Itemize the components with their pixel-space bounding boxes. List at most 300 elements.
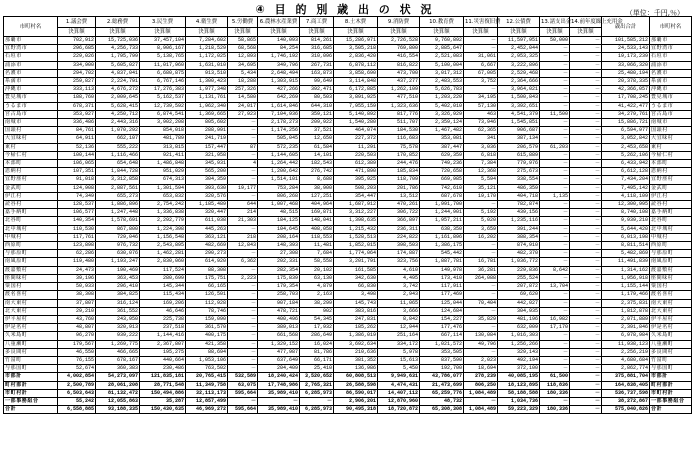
cell-value: 127,251 [300, 192, 334, 200]
cell-value: 2,375,831 [602, 299, 650, 307]
cell-value: 37,521 [300, 127, 334, 135]
city-name-right: 名護市 [650, 69, 692, 77]
cell-value: － [570, 102, 602, 110]
cell-value: 1,486,848 [140, 160, 186, 168]
cell-value: 4,837,041 [96, 69, 140, 77]
cell-value: 1,540,280 [334, 119, 378, 127]
cell-value: 43,786,077 [420, 373, 464, 381]
cell-value: 259,827 [58, 78, 96, 86]
city-name-right: 東村 [650, 143, 692, 151]
header-city-label-right: 市町村名 [650, 17, 692, 37]
cell-value: 5,605,027 [96, 61, 140, 69]
cell-value: 12,857,499 [186, 397, 228, 405]
city-name-right: 今帰仁村 [650, 151, 692, 159]
cell-value: － [570, 283, 602, 291]
cell-value: 12,870,960 [378, 397, 420, 405]
cell-value: 74,349 [58, 192, 96, 200]
cell-value: 8,642 [540, 266, 570, 274]
cell-value: 1,155,144 [602, 283, 650, 291]
cell-value: 1,224,398 [140, 225, 186, 233]
cell-value: 184,125 [258, 217, 300, 225]
city-name: 浦添市 [4, 61, 58, 69]
cell-value: － [570, 250, 602, 258]
cell-value: － [228, 340, 258, 348]
cell-value: 6,680,875 [140, 69, 186, 77]
cell-value: 117,911 [420, 283, 464, 291]
cell-value: 208,164 [258, 233, 300, 241]
cell-value: 52,136 [58, 143, 96, 151]
cell-value: 421,358 [186, 340, 228, 348]
cell-value: 12,650 [300, 135, 334, 143]
cell-value: － [540, 119, 570, 127]
cell-value: 14,580 [228, 94, 258, 102]
cell-value: 329,143 [498, 348, 540, 356]
cell-value: 913,510 [186, 69, 228, 77]
cell-value: 19,177 [228, 184, 258, 192]
cell-value: 805,602 [186, 119, 228, 127]
cell-value: 391,244 [498, 225, 540, 233]
cell-value: － [540, 184, 570, 192]
cell-value: 267,731 [300, 61, 334, 69]
cell-value: 363,453 [96, 274, 140, 282]
header-city-label: 市町村名 [4, 17, 58, 37]
cell-value: 118,836 [540, 381, 570, 389]
cell-value: 575,040,826 [602, 406, 650, 414]
city-name: 渡名喜村 [4, 291, 58, 299]
cell-value: 1,215,432 [334, 225, 378, 233]
cell-value: 38,900 [300, 184, 334, 192]
cell-value: 393,630 [186, 184, 228, 192]
table-row [4, 307, 692, 315]
cell-value: － [540, 299, 570, 307]
header-sub: 決算額 [300, 28, 334, 37]
cell-value: － [570, 266, 602, 274]
cell-value: 26,588,598 [334, 381, 378, 389]
cell-value: 24,017 [228, 102, 258, 110]
cell-value: 12,843 [228, 242, 258, 250]
cell-value: 180,336 [540, 389, 570, 397]
cell-value: 41,422,477 [602, 102, 650, 110]
cell-value: 38,308 [58, 291, 96, 299]
cell-value: 59,223,329 [498, 406, 540, 414]
cell-value: 333,113 [58, 86, 96, 94]
cell-value: － [540, 151, 570, 159]
cell-value: － [540, 160, 570, 168]
total-row [4, 373, 692, 381]
cell-value: 1,235,116 [498, 217, 540, 225]
cell-value: 2,836,420 [334, 53, 378, 61]
cell-value: 1,016,303 [498, 332, 540, 340]
cell-value: 206,579 [498, 143, 540, 151]
cell-value: 437,277 [378, 78, 420, 86]
city-name: 大宜味村 [4, 135, 58, 143]
cell-value: 769,800 [378, 45, 420, 53]
cell-value: 5,262,106 [602, 151, 650, 159]
cell-value: 6,503,643 [58, 389, 96, 397]
cell-value: 154,227 [420, 315, 464, 323]
cell-value: 867,800 [96, 225, 140, 233]
cell-value: 1,264,442 [258, 160, 300, 168]
cell-value: － [228, 283, 258, 291]
cell-value: 9,939,210 [602, 217, 650, 225]
cell-value: － [540, 291, 570, 299]
city-name-right: 浦添市 [650, 61, 692, 69]
city-name: 糸満市 [4, 78, 58, 86]
cell-value: 478,721 [258, 307, 300, 315]
cell-value: 545,442 [420, 250, 464, 258]
table-row [4, 356, 692, 364]
cell-value: 1,956,918 [602, 274, 650, 282]
cell-value: － [300, 397, 334, 405]
cell-value: 2,543,895 [140, 242, 186, 250]
cell-value: － [570, 119, 602, 127]
cell-value: 1,329,152 [258, 340, 300, 348]
cell-value: 116,683 [378, 135, 420, 143]
cell-value: － [464, 283, 498, 291]
city-name: 町村部計 [4, 381, 58, 389]
cell-value: － [570, 110, 602, 118]
cell-value: － [464, 201, 498, 209]
cell-value: 2,765,321 [300, 381, 334, 389]
cell-value: － [570, 127, 602, 135]
city-name: 粟国村 [4, 283, 58, 291]
city-name-right: 宮古島市 [650, 110, 692, 118]
cell-value: 874,910 [498, 242, 540, 250]
cell-value: 316,685 [300, 45, 334, 53]
cell-value: 35,989,410 [258, 389, 300, 397]
cell-value: 18,288 [228, 78, 258, 86]
cell-value: 8,740,108 [602, 209, 650, 217]
cell-value: 481,196 [498, 315, 540, 323]
table-header [4, 17, 692, 37]
cell-value: － [570, 307, 602, 315]
city-name-right: 宜野座村 [650, 176, 692, 184]
cell-value: 440,664 [140, 356, 186, 364]
city-name: 一部事務組合 [4, 397, 58, 405]
cell-value: 90,495,318 [334, 406, 378, 414]
city-name: 名護市 [4, 69, 58, 77]
header-column: 6.農林水産業費 [258, 17, 300, 28]
cell-value: 7,284,602 [186, 37, 228, 45]
cell-value: － [228, 192, 258, 200]
cell-value: 18,694 [464, 365, 498, 373]
header-column: 4.衛生費 [186, 17, 228, 28]
city-name: 西原町 [4, 242, 58, 250]
cell-value: 4,680,684 [602, 356, 650, 364]
table-row [4, 37, 692, 45]
cell-value: 383,816 [334, 307, 378, 315]
cell-value: 655,273 [96, 192, 140, 200]
cell-value: 110,530 [58, 225, 96, 233]
cell-value: 15,725,036 [96, 37, 140, 45]
cell-value: 1,200,642 [258, 168, 300, 176]
cell-value: 359,121 [300, 110, 334, 118]
city-name-right: 糸満市 [650, 78, 692, 86]
cell-value: 24,533,143 [602, 45, 650, 53]
cell-value: 3,312,227 [334, 209, 378, 217]
cell-value: 118,709 [378, 176, 420, 184]
cell-value: 38,272,867 [602, 397, 650, 405]
header-sub: 決算額 [464, 28, 498, 37]
cell-value: 1,514,101 [258, 176, 300, 184]
city-name: 北谷町 [4, 217, 58, 225]
cell-value: 477,510 [378, 94, 420, 102]
city-name-right: 北中城村 [650, 225, 692, 233]
cell-value: 3,036 [464, 143, 498, 151]
cell-value: 854,018 [140, 127, 186, 135]
cell-value: 2,906,201 [334, 397, 378, 405]
cell-value: 1,852,015 [334, 242, 378, 250]
cell-value: 442,027 [498, 299, 540, 307]
cell-value: 16,024 [300, 340, 334, 348]
cell-value: 921,411 [140, 151, 186, 159]
cell-value: 182,543 [300, 160, 334, 168]
city-name-right: うるま市 [650, 102, 692, 110]
cell-value: 5,138,765 [140, 53, 186, 61]
table-row [4, 274, 692, 282]
cell-value: 595,664 [228, 406, 258, 414]
cell-value: － [540, 274, 570, 282]
cell-value: 8,842 [378, 315, 420, 323]
cell-value: 2,256,219 [602, 348, 650, 356]
cell-value: 224,822 [378, 233, 420, 241]
cell-value: 5,482,869 [602, 250, 650, 258]
cell-value: 34,195 [464, 94, 498, 102]
cell-value: 100,144 [58, 151, 96, 159]
cell-value: 87 [228, 143, 258, 151]
header-column: 12.公債費 [498, 17, 540, 28]
city-name: 読谷村 [4, 201, 58, 209]
cell-value: 1,174,256 [258, 127, 300, 135]
cell-value: 1,500,843 [498, 94, 540, 102]
page-title: ④ 目 的 別 歳 出 の 状 況 [255, 3, 435, 16]
cell-value: 505,045 [258, 135, 300, 143]
cell-value: 35,287 [140, 397, 186, 405]
cell-value: 13,512 [378, 192, 420, 200]
cell-value: － [570, 397, 602, 405]
cell-value: 511,707 [378, 119, 420, 127]
cell-value: 536,737,598 [602, 389, 650, 397]
cell-value: 16,781 [464, 258, 498, 266]
cell-value: － [570, 53, 602, 61]
cell-value: 130,084 [464, 332, 498, 340]
cell-value: 384,825 [96, 291, 140, 299]
city-name: 宜野湾市 [4, 45, 58, 53]
cell-value: 18,720,872 [378, 406, 420, 414]
table-row [4, 192, 692, 200]
cell-value: 4,002,854 [58, 373, 96, 381]
cell-value: 3,666 [378, 307, 420, 315]
cell-value: 3,902,208 [140, 119, 186, 127]
cell-value: 115,434 [140, 291, 186, 299]
city-name-right: 那覇市 [650, 37, 692, 45]
cell-value: 642,269 [258, 94, 300, 102]
cell-value: 43,760 [58, 315, 96, 323]
cell-value: 1,179,466 [602, 291, 650, 299]
cell-value: 1,957,211 [420, 217, 464, 225]
cell-value: 15,286,971 [334, 37, 378, 45]
city-name: 石垣市 [4, 53, 58, 61]
cell-value: 3,017,312 [420, 69, 464, 77]
header-row [4, 17, 692, 28]
unit-label: （単位：千円,％） [625, 9, 684, 17]
header-sub: 決算額 [540, 28, 570, 37]
city-name: 宜野座村 [4, 176, 58, 184]
cell-value: 6,362 [228, 258, 258, 266]
cell-value: 321,958 [186, 151, 228, 159]
cell-value: － [540, 332, 570, 340]
cell-value: 4,118,109 [602, 192, 650, 200]
cell-value: 28,061,208 [96, 381, 140, 389]
cell-value: － [464, 37, 498, 45]
cell-value: 2,443,316 [96, 119, 140, 127]
cell-value: 644 [228, 201, 258, 209]
cell-value: 336,486 [58, 119, 96, 127]
cell-value: 57,130 [464, 102, 498, 110]
cell-value: 667,114 [420, 332, 464, 340]
cell-value: 12,055,863 [96, 397, 140, 405]
cell-value: 5,594 [464, 176, 498, 184]
cell-value: 837,590 [420, 356, 464, 364]
cell-value: 7,684 [300, 250, 334, 258]
cell-value: 310,096 [300, 53, 334, 61]
cell-value: 907,184 [258, 299, 300, 307]
city-name: 伊是名村 [4, 324, 58, 332]
city-name: うるま市 [4, 102, 58, 110]
cell-value: 177,469 [420, 291, 464, 299]
cell-value: 2,391,846 [602, 324, 650, 332]
cell-value: 225,738 [140, 315, 186, 323]
cell-value: 34,695 [228, 61, 258, 69]
cell-value: 280,699 [140, 274, 186, 282]
cell-value: 2,943 [378, 291, 420, 299]
cell-value: 372,100 [498, 365, 540, 373]
cell-value: 555,222 [96, 143, 140, 151]
cell-value: － [228, 119, 258, 127]
cell-value: 304,359 [186, 176, 228, 184]
cell-value: 976,732 [96, 242, 140, 250]
city-name-right: 渡名喜村 [650, 291, 692, 299]
cell-value: 1,144,416 [140, 332, 186, 340]
cell-value: 11,597,951 [498, 37, 540, 45]
cell-value: 353,505 [420, 348, 464, 356]
cell-value: － [540, 69, 570, 77]
header-sub: 決算額 [258, 28, 300, 37]
cell-value: 400,496 [258, 315, 300, 323]
city-name: 宮古島市 [4, 110, 58, 118]
cell-value: － [228, 365, 258, 373]
cell-value: － [570, 201, 602, 209]
cell-value: 80,503 [300, 94, 334, 102]
cell-value: 227,372 [334, 135, 378, 143]
cell-value: 27,308 [258, 250, 300, 258]
cell-value: － [570, 151, 602, 159]
cell-value: 1,386,175 [420, 242, 464, 250]
cell-value: 1,203,220 [420, 94, 464, 102]
cell-value: 188,760 [58, 94, 96, 102]
cell-value: 5,644,420 [602, 225, 650, 233]
cell-value: 1,314,162 [602, 266, 650, 274]
cell-value: － [464, 242, 498, 250]
cell-value: 323,756 [378, 258, 420, 266]
cell-value: 6,433,942 [602, 160, 650, 168]
cell-value: 902 [300, 307, 334, 315]
cell-value: 210,636 [334, 348, 378, 356]
cell-value: － [228, 176, 258, 184]
cell-value: 1,144,605 [258, 151, 300, 159]
city-name-right: 読谷村 [650, 201, 692, 209]
table-row [4, 365, 692, 373]
cell-value: 779,976 [498, 160, 540, 168]
cell-value: 2,223 [228, 274, 258, 282]
cell-value: 1,161,896 [420, 233, 464, 241]
cell-value: 2,529,468 [498, 69, 540, 77]
cell-value: 3,520,652 [300, 373, 334, 381]
cell-value: 341 [464, 135, 498, 143]
cell-value: 632,009 [498, 324, 540, 332]
cell-value: － [464, 324, 498, 332]
cell-value: 67,005 [464, 69, 498, 77]
cell-value: 353,927 [58, 110, 96, 118]
cell-value: 12,739,592 [140, 102, 186, 110]
cell-value: 4,610 [378, 266, 420, 274]
cell-value: 175,751 [186, 274, 228, 282]
cell-value: 1,812,878 [602, 307, 650, 315]
cell-value: 286,649 [300, 332, 334, 340]
cell-value: － [540, 94, 570, 102]
cell-value: 1,185,489 [186, 201, 228, 209]
cell-value: 3,692,634 [334, 340, 378, 348]
cell-value: 342,630 [334, 274, 378, 282]
cell-value: 13,704 [540, 283, 570, 291]
city-name: 今帰仁村 [4, 151, 58, 159]
city-name-right: 多良間村 [650, 348, 692, 356]
cell-value: 46,969,272 [186, 406, 228, 414]
cell-value: 204,409 [258, 365, 300, 373]
city-name-right: 中城村 [650, 233, 692, 241]
cell-value: 806,250 [464, 381, 498, 389]
cell-value: 2,023 [464, 356, 498, 364]
cell-value: 482,669 [186, 242, 228, 250]
cell-value: 1,578,691 [96, 217, 140, 225]
header-column: 8.土木費 [334, 17, 378, 28]
header-sub: 決算額 [570, 28, 602, 37]
cell-value: － [570, 274, 602, 282]
city-name: 竹富町 [4, 356, 58, 364]
city-name: 国頭村 [4, 127, 58, 135]
cell-value: 34,279,761 [602, 110, 650, 118]
cell-value: 388,354 [498, 233, 540, 241]
cell-value: 17,932 [300, 324, 334, 332]
cell-value: 1,007,468 [258, 201, 300, 209]
cell-value: 1,070,292 [96, 127, 140, 135]
cell-value: 532,589 [228, 373, 258, 381]
city-name: 那覇市 [4, 37, 58, 45]
cell-value: － [570, 86, 602, 94]
cell-value: 66,830 [334, 283, 378, 291]
cell-value: － [258, 397, 300, 405]
cell-value: 12,893 [228, 53, 258, 61]
cell-value: 58,558 [300, 258, 334, 266]
cell-value: 202,331 [258, 258, 300, 266]
cell-value: 201,786 [378, 184, 420, 192]
cell-value: 32,113,173 [186, 389, 228, 397]
cell-value: － [540, 250, 570, 258]
cell-value: － [570, 61, 602, 69]
cell-value: － [570, 315, 602, 323]
cell-value: 49,796 [464, 340, 498, 348]
cell-value: 1,795,799 [96, 53, 140, 61]
